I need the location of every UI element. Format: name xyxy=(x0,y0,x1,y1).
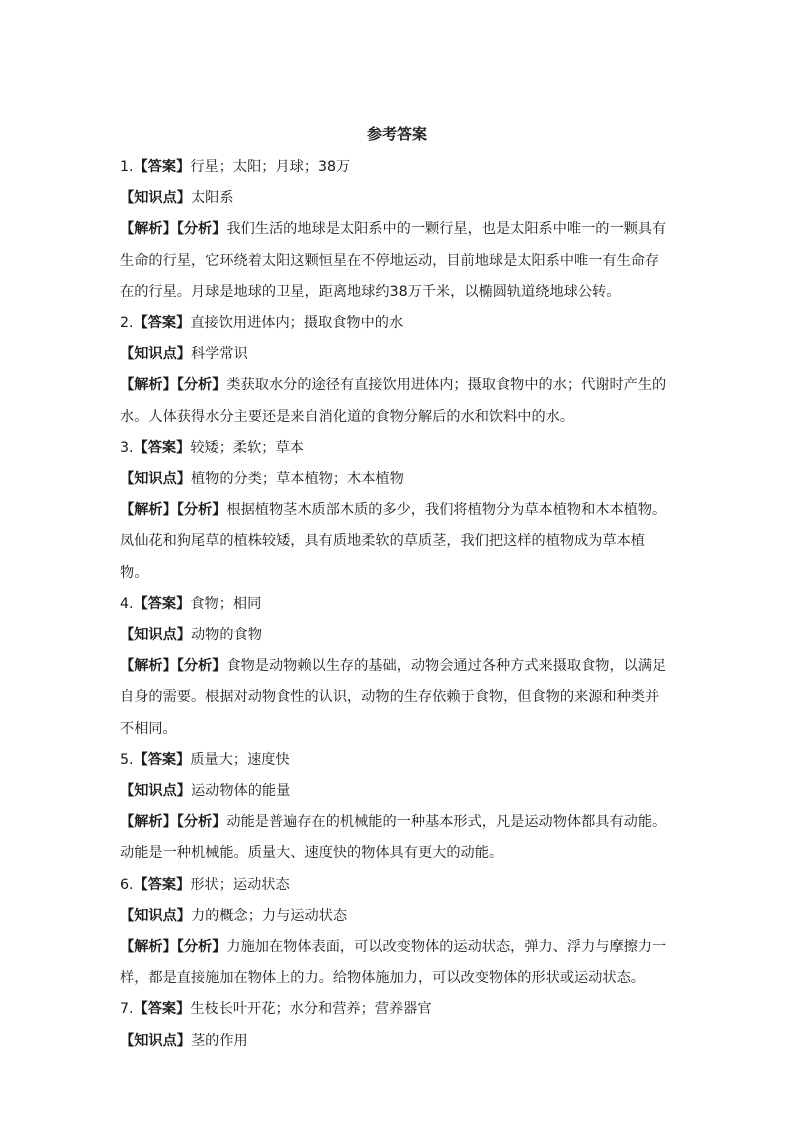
analysis-sub-tag: 【分析】 xyxy=(176,939,227,956)
analysis-paragraph xyxy=(120,370,668,432)
analysis-tag: 【解析】 xyxy=(120,658,177,675)
analysis-tag: 【解析】 xyxy=(120,377,177,394)
analysis-sub-tag: 【分析】 xyxy=(176,377,227,394)
answer-list xyxy=(120,152,668,1057)
answer-tag: 【答案】 xyxy=(133,159,191,175)
knowledge-tag: 【知识点】 xyxy=(120,1032,191,1049)
analysis-sub-tag: 【分析】 xyxy=(176,221,227,238)
question-number: 2. xyxy=(120,315,134,332)
knowledge-tag: 【知识点】 xyxy=(120,346,191,363)
answer-text: 形状；运动状态 xyxy=(190,876,290,893)
answer-tag: 【答案】 xyxy=(133,315,191,332)
analysis-tag: 【解析】 xyxy=(120,502,177,519)
analysis-paragraph xyxy=(120,495,668,589)
answer-tag: 【答案】 xyxy=(133,439,191,456)
answer-tag: 【答案】 xyxy=(133,876,191,893)
knowledge-tag: 【知识点】 xyxy=(120,627,191,644)
question-number: 1. xyxy=(120,159,134,175)
answer-line xyxy=(120,308,668,339)
analysis-paragraph xyxy=(120,807,668,869)
knowledge-line xyxy=(120,339,668,370)
answer-text: 较矮；柔软；草本 xyxy=(190,439,304,456)
analysis-paragraph xyxy=(120,651,668,745)
knowledge-text: 科学常识 xyxy=(190,346,248,363)
answer-line xyxy=(120,870,668,901)
question-number: 3. xyxy=(120,439,134,456)
answer-text: 食物；相同 xyxy=(190,595,262,612)
analysis-text: 根据植物茎木质部木质的多少，我们将植物分为草本植物和木本植物。凤仙花和狗尾草的植株较矮，具有质地柔软的草质茎，我们把这样的植物成为草本植物。 xyxy=(120,502,667,581)
knowledge-text: 运动物体的能量 xyxy=(190,783,291,800)
knowledge-line xyxy=(120,901,668,932)
analysis-paragraph xyxy=(120,214,668,308)
answer-line xyxy=(120,433,668,464)
answer-text: 生枝长叶开花；水分和营养；营养器官 xyxy=(190,1001,432,1018)
analysis-text: 食物是动物赖以生存的基础，动物会通过各种方式来摄取食物，以满足自身的需要。根据对动物食性的认识，动物的生存依赖于食物，但食物的来源和种类并不相同。 xyxy=(120,658,667,737)
analysis-tag: 【解析】 xyxy=(120,814,177,831)
question-number: 7. xyxy=(120,1001,134,1018)
answer-text: 直接饮用进体内；摄取食物中的水 xyxy=(190,315,404,332)
analysis-tag: 【解析】 xyxy=(120,221,177,238)
answer-tag: 【答案】 xyxy=(133,595,191,612)
knowledge-line xyxy=(120,183,668,214)
answer-line xyxy=(120,994,668,1025)
question-number: 6. xyxy=(120,876,134,893)
knowledge-tag: 【知识点】 xyxy=(120,471,191,488)
analysis-sub-tag: 【分析】 xyxy=(176,502,227,519)
knowledge-text: 茎的作用 xyxy=(190,1032,248,1049)
knowledge-text: 力的概念；力与运动状态 xyxy=(190,907,348,924)
answer-tag: 【答案】 xyxy=(133,1001,191,1018)
knowledge-text: 太阳系 xyxy=(190,190,234,207)
knowledge-line xyxy=(120,464,668,495)
answer-tag: 【答案】 xyxy=(133,751,191,768)
knowledge-text: 动物的食物 xyxy=(190,627,262,644)
answer-text: 质量大；速度快 xyxy=(190,751,290,768)
analysis-tag: 【解析】 xyxy=(120,939,177,956)
knowledge-tag: 【知识点】 xyxy=(120,907,191,924)
knowledge-tag: 【知识点】 xyxy=(120,783,191,800)
knowledge-tag: 【知识点】 xyxy=(120,190,191,207)
analysis-text: 动能是普遍存在的机械能的一种基本形式，凡是运动物体都具有动能。动能是一种机械能。质量大、速度快的物体具有更大的动能。 xyxy=(120,814,667,862)
analysis-text: 我们生活的地球是太阳系中的一颗行星，也是太阳系中唯一的一颗具有生命的行星，它环绕着太阳这颗恒星在不停地运动，目前地球是太阳系中唯一有生命存在的行星。月球是地球的卫星，距离地球约38万千米，以椭圆轨道绕地球公转。 xyxy=(120,221,667,300)
knowledge-line xyxy=(120,1026,668,1057)
answer-line xyxy=(120,152,668,183)
answer-line xyxy=(120,745,668,776)
answer-text: 行星；太阳；月球；38万 xyxy=(190,159,351,175)
question-number: 4. xyxy=(120,595,134,612)
knowledge-line xyxy=(120,620,668,651)
analysis-text: 力施加在物体表面，可以改变物体的运动状态，弹力、浮力与摩擦力一样，都是直接施加在物体上的力。给物体施加力，可以改变物体的形状或运动状态。 xyxy=(120,939,667,987)
analysis-sub-tag: 【分析】 xyxy=(176,814,227,831)
knowledge-line xyxy=(120,776,668,807)
knowledge-text: 植物的分类；草本植物；木本植物 xyxy=(190,471,404,488)
answer-line xyxy=(120,589,668,620)
analysis-paragraph xyxy=(120,932,668,994)
analysis-sub-tag: 【分析】 xyxy=(176,658,227,675)
page-title: 参考答案 xyxy=(366,125,427,143)
question-number: 5. xyxy=(120,751,134,768)
analysis-text: 类获取水分的途径有直接饮用进体内；摄取食物中的水；代谢时产生的水。人体获得水分主要还是来自消化道的食物分解后的水和饮料中的水。 xyxy=(120,377,667,425)
